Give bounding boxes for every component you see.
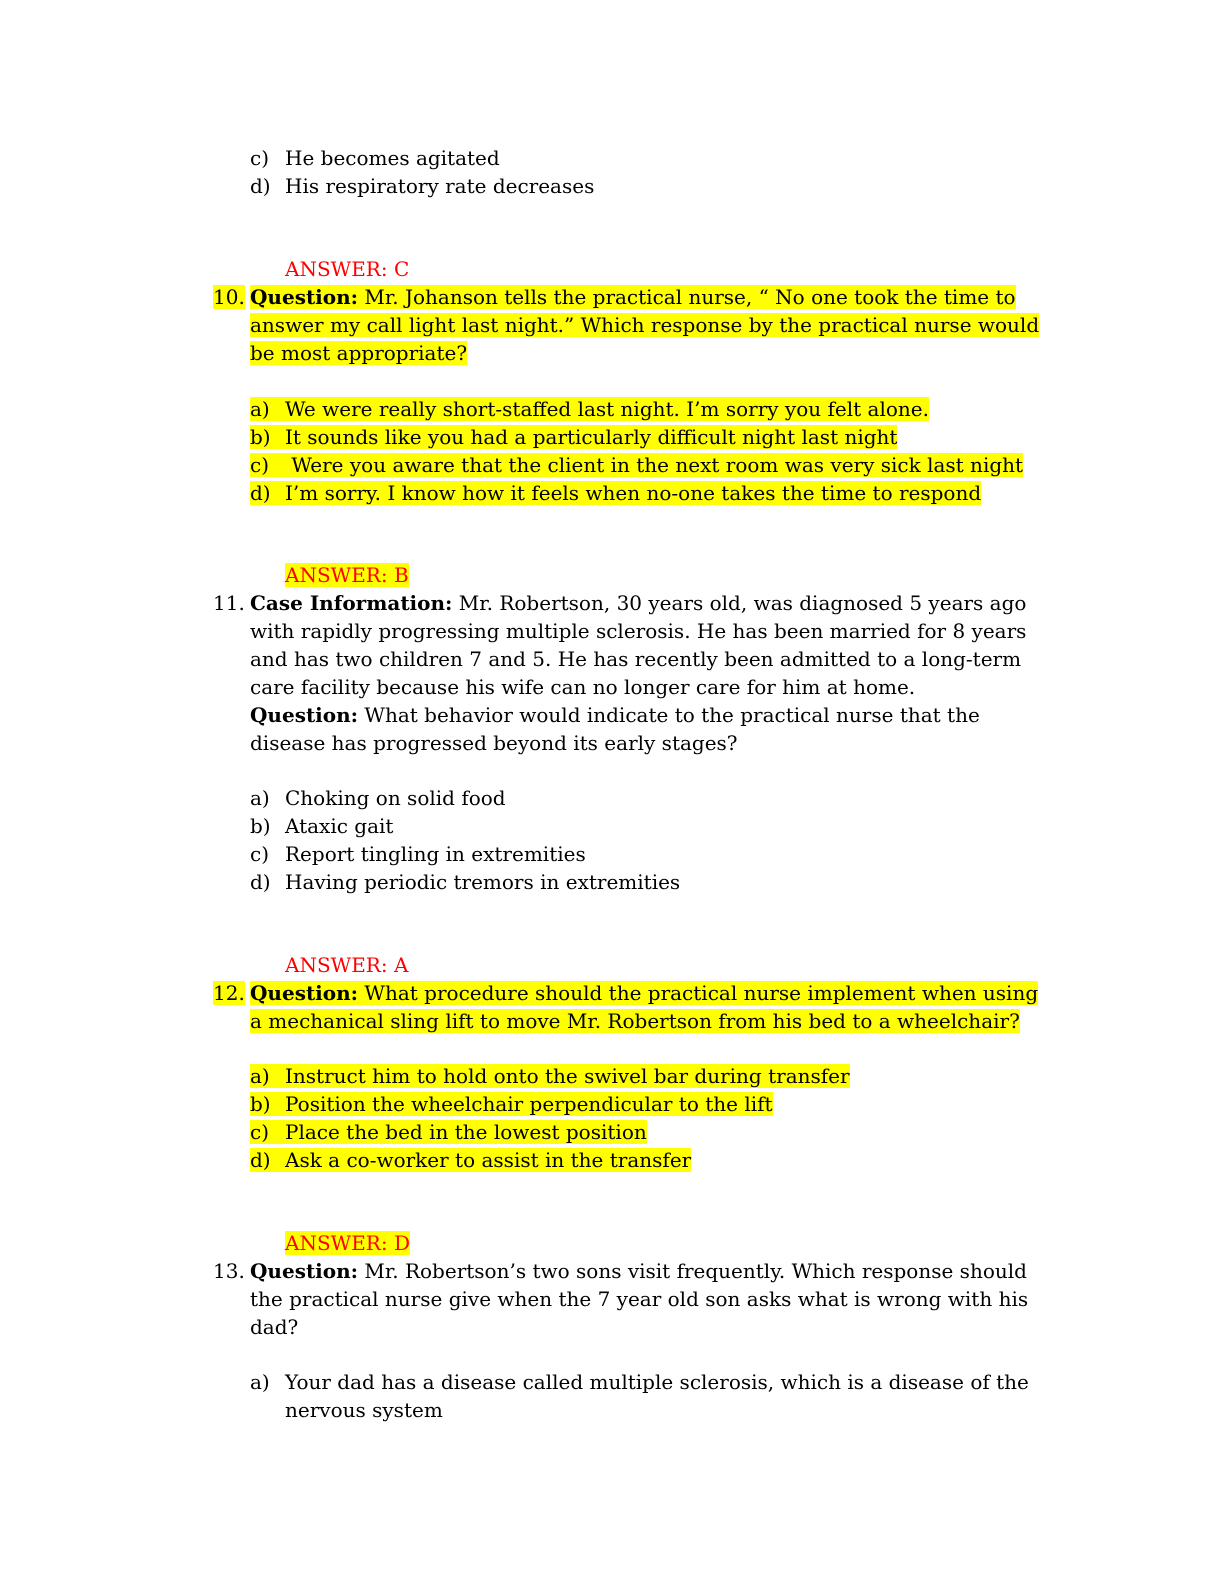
question-text: dad? — [250, 1315, 299, 1339]
option-letter: d) — [250, 174, 271, 198]
option-text: Having periodic tremors in extremities — [285, 870, 681, 894]
option-letter: a) — [250, 1370, 270, 1394]
option-text: Ataxic gait — [285, 814, 394, 838]
answer-label: ANSWER: A — [285, 953, 409, 977]
option-letter: c) — [250, 146, 270, 170]
option-text: He becomes agitated — [285, 146, 500, 170]
question-text: be most appropriate? — [250, 341, 468, 365]
option-letter: c) — [250, 453, 270, 477]
question-label: Question: — [250, 285, 359, 309]
option-line — [250, 451, 1023, 479]
option-text: Place the bed in the lowest position — [285, 1120, 647, 1144]
answer-label — [285, 561, 409, 589]
question-line — [250, 701, 980, 729]
option-line — [250, 1118, 647, 1146]
option-line — [250, 1090, 773, 1118]
option-line — [250, 423, 897, 451]
question-line — [250, 1257, 1027, 1285]
question-line — [213, 979, 245, 1007]
question-label: Question: — [250, 703, 359, 727]
option-text: We were really short-staffed last night. I’m sorry you felt alone. — [285, 397, 929, 421]
question-line — [250, 283, 1016, 311]
option-text: nervous system — [285, 1398, 443, 1422]
question-text: a mechanical sling lift to move Mr. Robertson from his bed to a wheelchair? — [250, 1009, 1020, 1033]
option-text: Choking on solid food — [285, 786, 506, 810]
option-letter: d) — [250, 870, 271, 894]
option-text: Were you aware that the client in the next room was very sick last night — [285, 453, 1024, 477]
question-text: What procedure should the practical nurse implement when using — [358, 981, 1039, 1005]
option-text: Report tingling in extremities — [285, 842, 586, 866]
option-letter: b) — [250, 425, 271, 449]
option-line — [250, 1146, 691, 1174]
question-line — [213, 283, 245, 311]
option-letter: d) — [250, 481, 271, 505]
question-text: answer my call light last night.” Which response by the practical nurse would — [250, 313, 1040, 337]
question-label: Question: — [250, 981, 359, 1005]
option-line — [250, 395, 929, 423]
option-letter: d) — [250, 1148, 271, 1172]
question-text: Mr. Robertson’s two sons visit frequently. Which response should — [358, 1259, 1027, 1283]
answer-text: ANSWER: B — [285, 563, 409, 587]
question-line — [250, 1007, 1020, 1035]
option-letter: a) — [250, 1064, 270, 1088]
answer-label — [285, 1229, 410, 1257]
option-letter: b) — [250, 1092, 271, 1116]
question-label: Question: — [250, 1259, 359, 1283]
option-text: Your dad has a disease called multiple sclerosis, which is a disease of the — [285, 1370, 1029, 1394]
question-label: Case Information: — [250, 591, 453, 615]
question-number: 12. — [213, 981, 245, 1005]
question-line — [250, 339, 467, 367]
question-text: care facility because his wife can no longer care for him at home. — [250, 675, 916, 699]
question-text: and has two children 7 and 5. He has recently been admitted to a long-term — [250, 647, 1022, 671]
option-text: Position the wheelchair perpendicular to the lift — [285, 1092, 773, 1116]
answer-label: ANSWER: C — [285, 257, 410, 281]
option-line — [250, 479, 981, 507]
question-number: 10. — [213, 285, 245, 309]
question-text: Mr. Johanson tells the practical nurse, “ No one took the time to — [358, 285, 1016, 309]
option-letter: c) — [250, 842, 270, 866]
option-line — [250, 1062, 850, 1090]
question-line — [250, 979, 1038, 1007]
option-text: I’m sorry. I know how it feels when no-one takes the time to respond — [285, 481, 982, 505]
question-number: 13. — [213, 1259, 245, 1283]
option-text: It sounds like you had a particularly difficult night last night — [285, 425, 898, 449]
answer-text: ANSWER: D — [285, 1231, 410, 1255]
question-number: 11. — [213, 591, 245, 615]
option-text: Instruct him to hold onto the swivel bar during transfer — [285, 1064, 850, 1088]
option-letter: b) — [250, 814, 271, 838]
question-text: the practical nurse give when the 7 year old son asks what is wrong with his — [250, 1287, 1029, 1311]
question-text: disease has progressed beyond its early stages? — [250, 731, 738, 755]
option-letter: a) — [250, 786, 270, 810]
question-text: Mr. Robertson, 30 years old, was diagnosed 5 years ago — [452, 591, 1027, 615]
option-text: Ask a co-worker to assist in the transfer — [285, 1148, 692, 1172]
question-line — [250, 311, 1039, 339]
question-text: What behavior would indicate to the practical nurse that the — [358, 703, 980, 727]
question-text: with rapidly progressing multiple sclerosis. He has been married for 8 years — [250, 619, 1027, 643]
option-text: His respiratory rate decreases — [285, 174, 595, 198]
option-letter: a) — [250, 397, 270, 421]
question-line — [250, 589, 1026, 617]
option-letter: c) — [250, 1120, 270, 1144]
